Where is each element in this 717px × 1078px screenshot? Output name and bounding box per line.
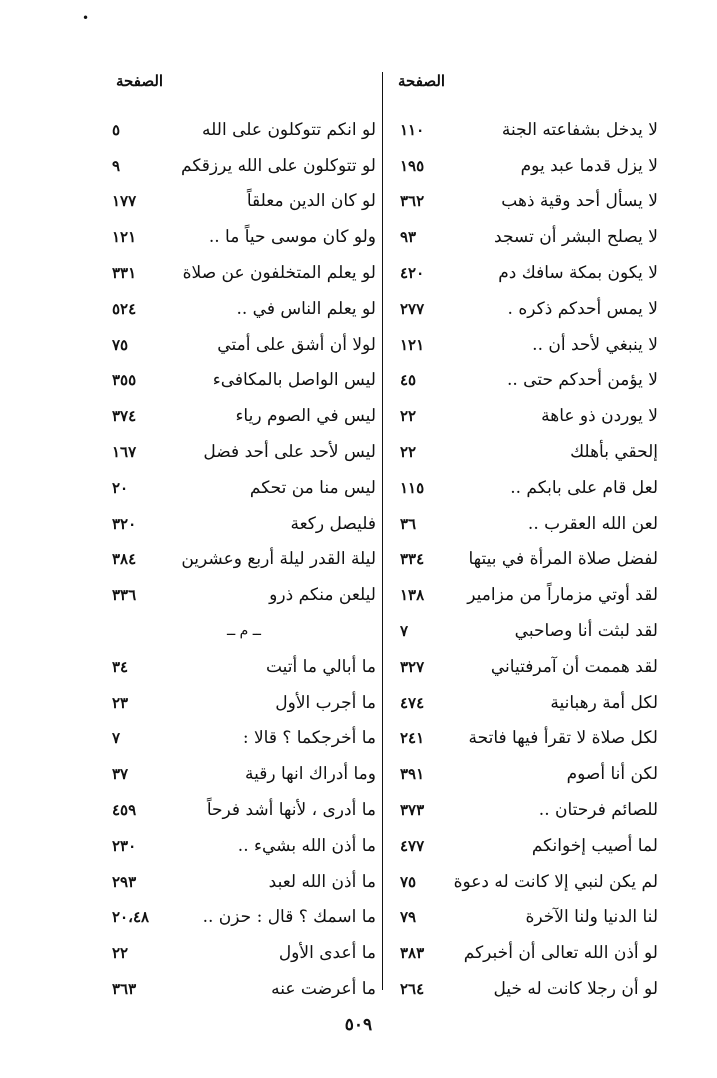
hadith-text: ما أخرجكما ؟ قالا : bbox=[242, 728, 376, 749]
index-entry bbox=[400, 542, 658, 578]
section-letter: ــ م ــ bbox=[227, 623, 261, 640]
index-entry bbox=[400, 363, 658, 399]
page-number: ٥٠٩ bbox=[344, 1015, 373, 1035]
page-ref: ٣٨٣ bbox=[400, 944, 425, 963]
hadith-text: لعن الله العقرب .. bbox=[527, 513, 658, 534]
page-ref: ٣٧ bbox=[112, 765, 129, 784]
page-ref: ٤٧٧ bbox=[400, 836, 425, 855]
hadith-text: لو أن رجلا كانت له خيل bbox=[493, 979, 658, 1000]
index-entry bbox=[400, 327, 658, 363]
hadith-text: لا يسأل أحد وقية ذهب bbox=[501, 191, 658, 212]
page-ref: ٥ bbox=[112, 120, 121, 139]
page-ref: ٧ bbox=[112, 729, 121, 748]
left-column-header: الصفحة bbox=[116, 72, 164, 90]
index-entry bbox=[112, 900, 376, 936]
index-entry bbox=[400, 864, 658, 900]
section-separator bbox=[112, 613, 376, 649]
page-ref: ٣٩١ bbox=[400, 765, 425, 784]
index-entry bbox=[112, 971, 376, 1007]
page-ref: ٣٢٠ bbox=[112, 514, 137, 533]
hadith-text: ما أجرب الأول bbox=[275, 692, 376, 713]
hadith-text: لا يدخل بشفاعته الجنة bbox=[501, 119, 658, 140]
hadith-text: إلحقي بأهلك bbox=[570, 442, 658, 463]
page-ref: ٣٦ bbox=[400, 514, 417, 533]
page-ref: ٥٢٤ bbox=[112, 299, 137, 318]
index-entry bbox=[400, 434, 658, 470]
hadith-text: ما أبالي ما أتيت bbox=[265, 656, 376, 677]
hadith-text: لو يعلم الناس في .. bbox=[236, 298, 376, 319]
page-ref: ٧٩ bbox=[400, 908, 417, 927]
page-ref: ٣٧٣ bbox=[400, 801, 425, 820]
index-entry bbox=[112, 649, 376, 685]
hadith-text: لقد هممت أن آمرفتياني bbox=[490, 656, 658, 677]
index-entry bbox=[112, 148, 376, 184]
hadith-text: لا يوردن ذو عاهة bbox=[541, 406, 658, 427]
page-ref: ٤٥٩ bbox=[112, 801, 137, 820]
index-entry bbox=[400, 506, 658, 542]
page-ref: ٣٦٣ bbox=[112, 980, 137, 999]
page-ref: ٢٠،٤٨ bbox=[112, 908, 150, 927]
hadith-text: ليس في الصوم رياء bbox=[235, 406, 376, 427]
page-ref: ١٢١ bbox=[112, 228, 137, 247]
index-entry bbox=[112, 470, 376, 506]
index-entry bbox=[400, 721, 658, 757]
hadith-text: ما أعرضت عنه bbox=[271, 979, 376, 1000]
index-entry bbox=[112, 828, 376, 864]
hadith-text: ما أذن الله بشيء .. bbox=[237, 835, 376, 856]
hadith-text: فليصل ركعة bbox=[290, 513, 376, 534]
hadith-text: لولا أن أشق على أمتي bbox=[217, 334, 376, 355]
page-ref: ٢٢ bbox=[400, 443, 417, 462]
page-ref: ٩ bbox=[112, 156, 121, 175]
hadith-text: لفضل صلاة المرأة في بيتها bbox=[468, 549, 658, 570]
hadith-text: للصائم فرحتان .. bbox=[538, 800, 658, 821]
index-entry bbox=[400, 219, 658, 255]
page-ref: ٧٥ bbox=[112, 335, 129, 354]
right-column-header: الصفحة bbox=[398, 72, 446, 90]
corner-mark: • bbox=[82, 11, 90, 25]
page-ref: ١٦٧ bbox=[112, 443, 137, 462]
hadith-text: لما أصيب إخوانكم bbox=[531, 835, 658, 856]
page-ref: ٣٥٥ bbox=[112, 371, 137, 390]
page-ref: ٤٥ bbox=[400, 371, 417, 390]
index-entry bbox=[112, 577, 376, 613]
hadith-text: لا يصلح البشر أن تسجد bbox=[494, 227, 658, 248]
page-ref: ١٣٨ bbox=[400, 586, 425, 605]
hadith-text: لعل قام على بابكم .. bbox=[510, 477, 658, 498]
hadith-text: ما اسمك ؟ قال : حزن .. bbox=[202, 907, 376, 928]
index-entry bbox=[400, 756, 658, 792]
page-ref: ٢٦٤ bbox=[400, 980, 425, 999]
hadith-text: ما أعدى الأول bbox=[278, 943, 376, 964]
index-entry bbox=[112, 219, 376, 255]
index-entry bbox=[112, 506, 376, 542]
hadith-text: ليس منا من تحكم bbox=[249, 477, 376, 498]
hadith-text: ليس لأحد على أحد فضل bbox=[203, 442, 376, 463]
index-entry bbox=[400, 112, 658, 148]
hadith-text: لا يؤمن أحدكم حتى .. bbox=[506, 370, 658, 391]
index-entry bbox=[400, 935, 658, 971]
page-ref: ٢٢ bbox=[400, 407, 417, 426]
page-ref: ١١٠ bbox=[400, 120, 425, 139]
index-entry bbox=[112, 792, 376, 828]
index-entry bbox=[112, 721, 376, 757]
hadith-text: لكل أمة رهبانية bbox=[550, 692, 658, 713]
page-ref: ٧٥ bbox=[400, 872, 417, 891]
index-entry bbox=[400, 470, 658, 506]
right-index-column bbox=[400, 112, 658, 1007]
page-ref: ٣٨٤ bbox=[112, 550, 137, 569]
page-ref: ٢٧٧ bbox=[400, 299, 425, 318]
page-ref: ٣٢٧ bbox=[400, 657, 425, 676]
index-entry bbox=[400, 971, 658, 1007]
index-entry bbox=[112, 864, 376, 900]
hadith-text: لا يكون بمكة سافك دم bbox=[498, 263, 658, 284]
hadith-text: لم يكن لنبي إلا كانت له دعوة bbox=[453, 871, 658, 892]
index-entry bbox=[112, 685, 376, 721]
index-entry bbox=[400, 577, 658, 613]
page-ref: ٣٧٤ bbox=[112, 407, 137, 426]
page-ref: ٢٠ bbox=[112, 478, 129, 497]
hadith-text: لكن أنا أصوم bbox=[566, 764, 658, 785]
page-ref: ٢٣ bbox=[112, 693, 129, 712]
index-entry bbox=[112, 756, 376, 792]
hadith-text: لو كان الدين معلقاً bbox=[246, 191, 376, 212]
page-ref: ٣٣٤ bbox=[400, 550, 425, 569]
index-entry bbox=[112, 434, 376, 470]
index-entry bbox=[112, 291, 376, 327]
index-entry bbox=[400, 291, 658, 327]
index-entry bbox=[400, 685, 658, 721]
hadith-text: لقد أوتي مزماراً من مزامير bbox=[467, 585, 658, 606]
index-entry bbox=[400, 184, 658, 220]
index-entry bbox=[400, 828, 658, 864]
page-ref: ٢٢ bbox=[112, 944, 129, 963]
hadith-text: وما أدراك انها رقية bbox=[245, 764, 376, 785]
page-ref: ٣٣٦ bbox=[112, 586, 137, 605]
page-ref: ٤٢٠ bbox=[400, 264, 425, 283]
page-ref: ٢٤١ bbox=[400, 729, 425, 748]
hadith-text: ليس الواصل بالمكافىء bbox=[212, 370, 376, 391]
page-ref: ٣٤ bbox=[112, 657, 129, 676]
page-ref: ٢٣٠ bbox=[112, 836, 137, 855]
hadith-text: لو أذن الله تعالى أن أخبركم bbox=[463, 943, 658, 964]
page-ref: ٣٦٢ bbox=[400, 192, 425, 211]
page-ref: ٤٧٤ bbox=[400, 693, 425, 712]
hadith-text: لو انكم تتوكلون على الله bbox=[202, 119, 376, 140]
index-entry bbox=[112, 542, 376, 578]
hadith-text: لقد لبثت أنا وصاحبي bbox=[514, 621, 658, 642]
page-ref: ١١٥ bbox=[400, 478, 425, 497]
index-entry bbox=[112, 363, 376, 399]
index-entry bbox=[400, 148, 658, 184]
index-entry bbox=[400, 792, 658, 828]
page-ref: ١٢١ bbox=[400, 335, 425, 354]
page-ref: ٩٣ bbox=[400, 228, 417, 247]
hadith-text: ولو كان موسى حياً ما .. bbox=[208, 227, 376, 248]
hadith-text: لو تتوكلون على الله يرزقكم bbox=[181, 155, 376, 176]
index-entry bbox=[112, 255, 376, 291]
index-entry bbox=[112, 327, 376, 363]
index-entry bbox=[112, 112, 376, 148]
index-entry bbox=[400, 613, 658, 649]
hadith-text: لكل صلاة لا تقرأ فيها فاتحة bbox=[468, 728, 658, 749]
page-ref: ٢٩٣ bbox=[112, 872, 137, 891]
page-ref: ٣٣١ bbox=[112, 264, 137, 283]
page-ref: ١٧٧ bbox=[112, 192, 137, 211]
column-divider bbox=[382, 72, 383, 990]
index-entry bbox=[400, 900, 658, 936]
hadith-text: لا ينبغي لأحد أن .. bbox=[532, 334, 658, 355]
hadith-text: لنا الدنيا ولنا الآخرة bbox=[525, 907, 658, 928]
left-index-column bbox=[112, 112, 376, 1007]
hadith-text: ما أدرى ، لأنها أشد فرحاً bbox=[206, 800, 376, 821]
index-entry bbox=[112, 184, 376, 220]
hadith-text: ليلعن منكم ذرو bbox=[269, 585, 376, 606]
index-entry bbox=[112, 935, 376, 971]
hadith-text: لا يزل قدما عبد يوم bbox=[520, 155, 658, 176]
hadith-text: ما أذن الله لعبد bbox=[268, 871, 376, 892]
index-entry bbox=[400, 255, 658, 291]
index-entry bbox=[112, 398, 376, 434]
index-entry bbox=[400, 398, 658, 434]
page-ref: ١٩٥ bbox=[400, 156, 425, 175]
hadith-text: لو يعلم المتخلفون عن صلاة bbox=[182, 263, 376, 284]
page-ref: ٧ bbox=[400, 622, 409, 641]
hadith-text: لا يمس أحدكم ذكره . bbox=[507, 298, 658, 319]
hadith-text: ليلة القدر ليلة أربع وعشرين bbox=[181, 549, 376, 570]
index-entry bbox=[400, 649, 658, 685]
